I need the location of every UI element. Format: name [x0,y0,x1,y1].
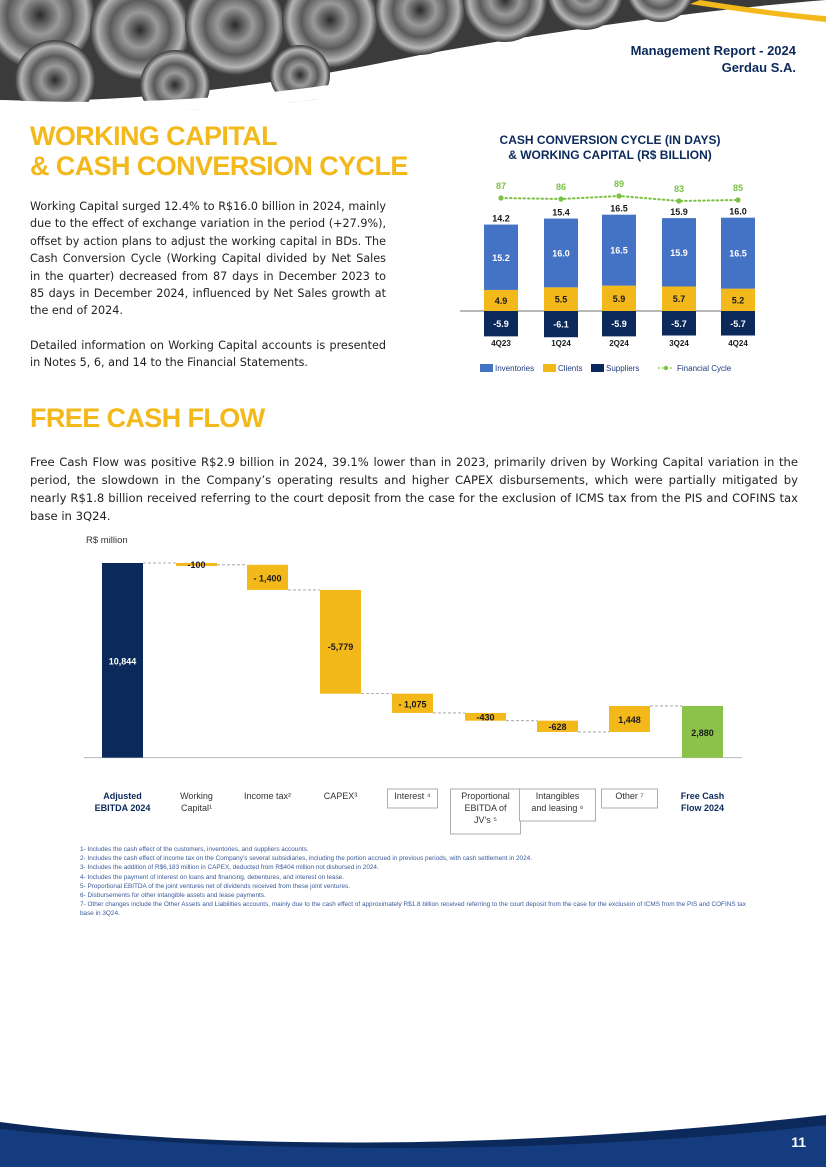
working-capital-title-line1: WORKING CAPITAL [30,121,277,151]
page-number: 11 [791,1134,806,1150]
ccc-label-suppliers: -5.7 [671,318,687,329]
fcf-category-label: Adjusted EBITDA 2024 [94,791,151,813]
ccc-point-financial-cycle [498,195,503,200]
working-capital-paragraph: Working Capital surged 12.4% to R$16.0 billion in 2024, mainly due to the effect of exchange variation in the period (+27.9%), offset by action plans to adjust the working capital in BDs. The Cash Conversion Cycle (Working Capital divided by Net Sales in the quarter) decreased from 87 days in December 2023 to 85 days in December 2024, influenced by Net Sales growth at the end of 2024. [30,200,386,318]
fcf-value-label: -430 [476,712,495,723]
fcf-value-label: - 1,075 [398,699,427,710]
ccc-legend-swatch [664,366,668,370]
fcf-category-label: Other ⁷ [615,791,644,801]
fcf-value-label: -5,779 [327,641,354,652]
ccc-label-financial-cycle: 89 [613,179,625,189]
free-cash-flow-waterfall-chart [70,528,760,843]
fcf-category-label: Free Cash Flow 2024 [680,791,725,813]
footer-wave [0,1107,826,1167]
ccc-label-clients: 5.9 [612,293,626,304]
ccc-label-total: 16.5 [610,203,628,214]
working-capital-notes-paragraph: Detailed information on Working Capital accounts is presented in Notes 5, 6, and 14 to the Financial Statements. [30,339,386,370]
fcf-category-label: Interest ⁴ [394,791,431,801]
ccc-label-suppliers: -5.9 [611,319,627,330]
ccc-chart-title-line2: & WORKING CAPITAL (R$ BILLION) [508,148,712,162]
ccc-label-total: 16.0 [729,206,747,217]
footnote-3: 3- Includes the addition of R$6,183 million in CAPEX, deducted from R$404 million not disbursed in 2024. [80,864,379,872]
fcf-value-label: 1,448 [618,714,641,725]
fcf-category-label: Working Capital¹ [180,791,213,813]
ccc-label-total: 15.9 [670,207,688,218]
ccc-category-label: 4Q23 [491,339,511,348]
ccc-legend-swatch [543,364,556,372]
ccc-point-financial-cycle [558,196,563,201]
free-cash-flow-paragraph: Free Cash Flow was positive R$2.9 billion in 2024, 39.1% lower than in 2023, primarily driven by Working Capital variation in the period, the slowdown in the Company’s operating results and higher CAPEX disbursements, which were partially mitigated by nearly R$1.8 billion received referring to the court deposit from the case for the exclusion of ICMS tax from the PIS and COFINS tax base in 3Q24. [30,455,798,523]
ccc-label-total: 15.4 [552,207,570,218]
ccc-label-inventories: 16.5 [610,245,628,256]
ccc-label-inventories: 15.2 [492,252,510,263]
free-cash-flow-heading: FREE CASH FLOW [30,403,265,433]
fcf-value-label: - 1,400 [253,573,282,584]
ccc-label-suppliers: -6.1 [553,319,569,330]
ccc-category-label: 4Q24 [728,339,748,348]
working-capital-title-line2: & CASH CONVERSION CYCLE [30,151,408,181]
fcf-value-label: 10,844 [108,656,137,667]
ccc-label-suppliers: -5.7 [730,318,746,329]
fcf-category-label: Proportional EBITDA of JV’s ⁵ [461,791,510,825]
ccc-chart-title-line1: CASH CONVERSION CYCLE (IN DAYS) [499,133,721,147]
footnotes [80,845,760,919]
working-capital-heading [30,121,408,181]
ccc-point-financial-cycle [735,197,740,202]
ccc-label-inventories: 16.5 [729,248,747,259]
ccc-label-financial-cycle: 85 [732,183,744,193]
ccc-label-inventories: 16.0 [552,248,570,259]
report-title: Management Report - 2024 [630,43,796,58]
ccc-legend-swatch [591,364,604,372]
fcf-category-label: CAPEX³ [323,791,358,801]
footnote-2: 2- Includes the cash effect of income tax on the Company’s several subsidiaries, including the portion accrued in previous periods, with cash settlement in 2024. [80,855,532,863]
fcf-unit-label: R$ million [86,535,128,546]
ccc-label-financial-cycle: 87 [495,181,507,191]
ccc-label-financial-cycle: 83 [673,184,685,194]
ccc-label-clients: 5.2 [731,295,745,306]
ccc-legend-label: Inventories [495,364,535,373]
footnote-4: 4- Includes the payment of interest on loans and financing, debentures, and interest on lease. [80,873,344,881]
footnote-1: 1- Includes the cash effect of the customers, inventories, and suppliers accounts. [80,846,309,853]
ccc-legend-label: Clients [558,364,583,373]
ccc-label-clients: 5.7 [672,294,686,305]
fcf-value-label: -100 [187,560,206,570]
company-name: Gerdau S.A. [721,60,796,75]
ccc-point-financial-cycle [676,198,681,203]
ccc-legend-label: Suppliers [606,364,640,373]
ccc-category-label: 2Q24 [609,339,629,348]
ccc-legend-swatch [480,364,493,372]
ccc-label-clients: 4.9 [494,295,508,306]
footnote-6: 6- Disbursements for other intangible assets and lease payments. [80,892,266,900]
fcf-value-label: 2,880 [691,727,714,738]
ccc-label-financial-cycle: 86 [555,182,567,192]
ccc-legend-label: Financial Cycle [677,364,732,373]
cash-conversion-cycle-chart [460,170,760,385]
ccc-point-financial-cycle [616,193,621,198]
fcf-category-label: Intangibles and leasing ⁶ [531,791,584,813]
ccc-chart-title [470,133,750,163]
ccc-category-label: 3Q24 [669,339,689,348]
ccc-category-label: 1Q24 [551,339,571,348]
footnote-7: 7- Other changes include the Other Assets and Liabilities accounts, mainly due to the cash effect of approximately R$1.8 billion received referring to the court deposit from the case for the exclusion of ICMS from the PIS and COFINS tax base in 3Q24. [80,901,746,918]
ccc-label-inventories: 15.9 [670,247,688,258]
footnote-5: 5- Proportional EBITDA of the joint ventures net of dividends received from these joint ventures. [80,882,350,890]
ccc-label-total: 14.2 [492,213,510,224]
fcf-value-label: -628 [548,721,567,732]
report-header [631,42,796,76]
fcf-category-label: Income tax² [243,791,292,801]
ccc-label-clients: 5.5 [554,294,568,305]
ccc-label-suppliers: -5.9 [493,319,509,330]
